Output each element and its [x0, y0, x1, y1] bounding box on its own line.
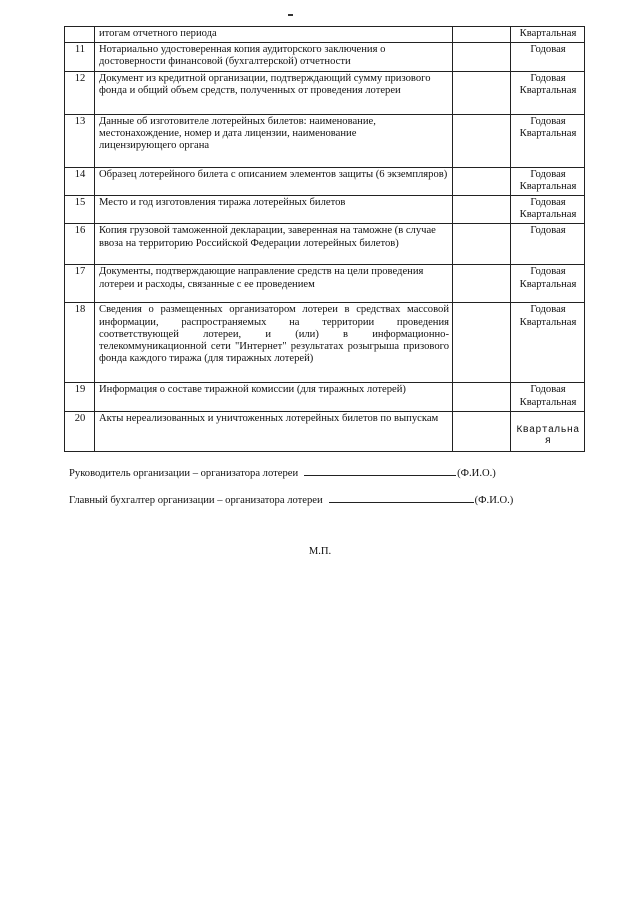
row-description: Сведения о размещенных организатором лотереи в средствах массовой информации, распространяемых на территории проведения соответствующей лотереи, и (или) в информационно-телекоммуникационной сети "Интернет" результатах розыгрыша призового фонда каждого тиража (для тиражных лотерей) [95, 303, 453, 383]
row-period: Квартальная [511, 411, 585, 451]
table-row [65, 303, 585, 383]
table-row [65, 383, 585, 411]
signature-accountant-line [329, 501, 474, 503]
stamp-place: М.П. [308, 546, 332, 557]
table-row [65, 411, 585, 451]
signature-accountant-label: Главный бухгалтер организации – организатора лотереи [69, 495, 323, 506]
row-period: Квартальная [511, 27, 585, 43]
table-row [65, 71, 585, 114]
row-period: Годовая Квартальная [511, 303, 585, 383]
row-description: Место и год изготовления тиража лотерейных билетов [95, 196, 453, 224]
row-period: Годовая Квартальная [511, 71, 585, 114]
signature-head-line [304, 474, 456, 476]
page-mark [288, 14, 293, 16]
row-period: Годовая Квартальная [511, 196, 585, 224]
table-row [65, 224, 585, 265]
row-period: Годовая Квартальная [511, 265, 585, 303]
row-period: Годовая Квартальная [511, 114, 585, 167]
row-period: Годовая Квартальная [511, 383, 585, 411]
row-number: 20 [65, 411, 95, 451]
row-description: Документ из кредитной организации, подтверждающий сумму призового фонда и общий объем средств, полученных от проведения лотереи [95, 71, 453, 114]
table-row [65, 196, 585, 224]
row-blank-cell [453, 303, 511, 383]
row-description: итогам отчетного периода [95, 27, 453, 43]
table-row [65, 265, 585, 303]
row-blank-cell [453, 27, 511, 43]
row-number: 14 [65, 167, 95, 195]
row-period: Годовая [511, 224, 585, 265]
row-number: 15 [65, 196, 95, 224]
row-number: 11 [65, 43, 95, 71]
row-blank-cell [453, 71, 511, 114]
row-blank-cell [453, 383, 511, 411]
row-blank-cell [453, 114, 511, 167]
row-blank-cell [453, 224, 511, 265]
documents-table [64, 26, 585, 452]
row-number [65, 27, 95, 43]
row-period: Годовая Квартальная [511, 167, 585, 195]
row-description: Образец лотерейного билета с описанием элементов защиты (6 экземпляров) [95, 167, 453, 195]
row-number: 16 [65, 224, 95, 265]
row-blank-cell [453, 196, 511, 224]
signature-head [69, 468, 496, 479]
row-blank-cell [453, 411, 511, 451]
table-row [65, 43, 585, 71]
table-row [65, 114, 585, 167]
row-description: Копия грузовой таможенной декларации, заверенная на таможне (в случае ввоза на территорию Российской Федерации лотерейных билетов) [95, 224, 453, 265]
row-number: 18 [65, 303, 95, 383]
row-description: Нотариально удостоверенная копия аудиторского заключения о достоверности финансовой (бухгалтерской) отчетности [95, 43, 453, 71]
table-row [65, 27, 585, 43]
row-description: Акты нереализованных и уничтоженных лотерейных билетов по выпускам [95, 411, 453, 451]
signature-accountant [69, 495, 513, 506]
manufacturer-line-1: Данные об изготовителе лотерейных билетов: наименование, местонахождение, номер и дата лицензии, наименование лицензирующего органа [99, 115, 376, 152]
signature-head-label: Руководитель организации – организатора лотереи [69, 468, 299, 479]
row-blank-cell [453, 265, 511, 303]
row-description: Информация о составе тиражной комиссии (для тиражных лотерей) [95, 383, 453, 411]
table-row [65, 167, 585, 195]
row-blank-cell [453, 167, 511, 195]
signature-head-suffix: (Ф.И.О.) [457, 468, 496, 479]
row-description: Документы, подтверждающие направление средств на цели проведения лотереи и расходы, связанные с ее проведением [95, 265, 453, 303]
signature-accountant-suffix: (Ф.И.О.) [474, 495, 514, 506]
row-blank-cell [453, 43, 511, 71]
row-description [95, 114, 453, 167]
row-number: 13 [65, 114, 95, 167]
row-period: Годовая [511, 43, 585, 71]
row-number: 12 [65, 71, 95, 114]
row-number: 19 [65, 383, 95, 411]
row-number: 17 [65, 265, 95, 303]
